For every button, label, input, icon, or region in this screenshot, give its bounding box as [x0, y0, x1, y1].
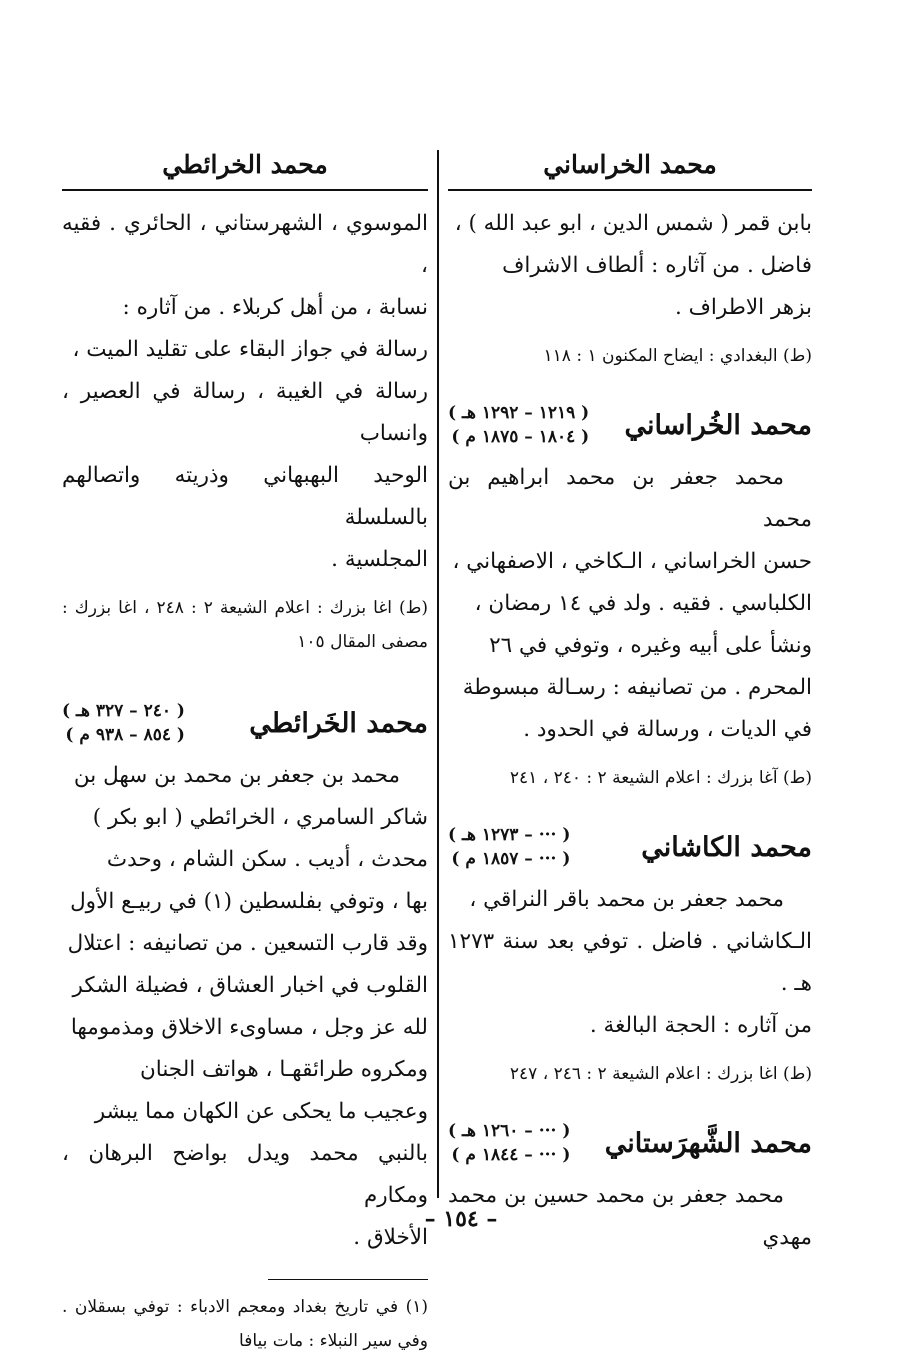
- entry-line: بها ، وتوفي بفلسطين (١) في ربيـع الأول: [70, 889, 428, 914]
- gregorian-dates: ( ··· – ١٨٤٤ م ): [451, 1145, 571, 1165]
- left-column: [62, 150, 428, 1358]
- entry-line: شاكر السامري ، الخرائطي ( ابو بكر ): [92, 805, 428, 830]
- page-number: – ١٥٤ –: [424, 1206, 498, 1232]
- footnote: (١) في تاريخ بغداد ومعجم الادباء : توفي بسقلان . وفي سير النبلاء : مات بيافا: [62, 1297, 428, 1351]
- hijri-dates: ( ··· – ١٢٧٣ هـ ): [448, 825, 571, 845]
- hijri-dates: ( ١٢١٩ – ١٢٩٢ هـ ): [448, 403, 590, 423]
- gregorian-dates: ( ··· – ١٨٥٧ م ): [451, 849, 571, 869]
- entry-line: وقد قارب التسعين . من تصانيفه : اعتلال: [67, 931, 428, 956]
- entry-line: لله عز وجل ، مساوىء الاخلاق ومذمومها: [70, 1015, 428, 1040]
- intro-line: فاضل . من آثاره : ألطاف الاشراف: [502, 253, 812, 278]
- left-column-header: محمد الخرائطي: [62, 150, 428, 191]
- right-column: [448, 150, 812, 1259]
- entry-line: محدث ، أديب . سكن الشام ، وحدث: [106, 847, 428, 872]
- entry-name: محمد الشَّهرَستاني: [604, 1127, 812, 1159]
- entry-line: محمد بن جعفر بن محمد بن سهل بن: [73, 763, 400, 788]
- intro-line: رسالة في الغيبة ، رسالة في العصير ، وانساب: [62, 379, 428, 446]
- entry-line: القلوب في اخبار العشاق ، فضيلة الشكر: [72, 973, 428, 998]
- intro-line: الوحيد البهبهاني وذريته واتصالهم بالسلسلة: [62, 463, 428, 530]
- entry-dates: [448, 823, 570, 871]
- gregorian-dates: ( ٨٥٤ – ٩٣٨ م ): [65, 725, 185, 745]
- entry-heading: [448, 401, 812, 449]
- source-citation: (ط) البغدادي : ايضاح المكنون ١ : ١١٨: [543, 346, 812, 366]
- entry-line: الـكاشاني . فاضل . توفي بعد سنة ١٢٧٣ هـ .: [448, 929, 812, 996]
- hijri-dates: ( ··· – ١٢٦٠ هـ ): [448, 1121, 571, 1141]
- entry-line: محمد جعفر بن محمد حسين بن محمد مهدي: [448, 1183, 812, 1250]
- entry-line: في الديات ، ورسالة في الحدود .: [523, 717, 812, 742]
- intro-line: نسابة ، من أهل كربلاء . من آثاره :: [122, 295, 428, 320]
- right-column-header: محمد الخراساني: [448, 150, 812, 191]
- entry-heading: [448, 823, 812, 871]
- entry-line: بالنبي محمد ويدل بواضح البرهان ، ومكارم: [62, 1141, 428, 1208]
- entry-line: وعجيب ما يحكى عن الكهان مما يبشر: [94, 1099, 428, 1124]
- entry-name: محمد الخَرائطي: [249, 707, 428, 739]
- entry-line: من آثاره : الحجة البالغة .: [589, 1013, 812, 1038]
- intro-line: رسالة في جواز البقاء على تقليد الميت ،: [72, 337, 428, 362]
- entry-line: محمد جعفر بن محمد ابراهيم بن محمد: [448, 465, 812, 532]
- footnote-rule: [268, 1279, 428, 1280]
- gregorian-dates: ( ١٨٠٤ – ١٨٧٥ م ): [451, 427, 590, 447]
- column-divider: [437, 150, 439, 1198]
- entry-name: محمد الكاشاني: [641, 831, 812, 863]
- entry-heading: [62, 699, 428, 747]
- intro-line: الموسوي ، الشهرستاني ، الحائري . فقيه ،: [62, 211, 428, 278]
- entry-line: حسن الخراساني ، الـكاخي ، الاصفهاني ،: [452, 549, 812, 574]
- entry-line: محمد جعفر بن محمد باقر النراقي ،: [469, 887, 784, 912]
- entry-line: الكلباسي . فقيه . ولد في ١٤ رمضان ،: [474, 591, 812, 616]
- entry-dates: [62, 699, 185, 747]
- entry-heading: [448, 1119, 812, 1167]
- intro-line: بزهر الاطراف .: [674, 295, 812, 320]
- entry-line: المحرم . من تصانيفه : رسـالة مبسوطة: [462, 675, 812, 700]
- source-citation: (ط) اغا بزرك : اعلام الشيعة ٢ : ٢٤٦ ، ٢٤٧: [509, 1064, 812, 1084]
- entry-line: ونشأ على أبيه وغيره ، وتوفي في ٢٦: [489, 633, 812, 658]
- entry-line: ومكروه طرائقهـا ، هواتف الجنان: [139, 1057, 428, 1082]
- entry-line: الأخلاق .: [353, 1225, 428, 1250]
- entry-dates: [448, 1119, 570, 1167]
- source-citation: (ط) اغا بزرك : اعلام الشيعة ٢ : ٢٤٨ ، اغا بزرك : مصفى المقال ١٠٥: [62, 598, 428, 652]
- entry-dates: [448, 401, 589, 449]
- hijri-dates: ( ٢٤٠ – ٣٢٧ هـ ): [62, 701, 185, 721]
- source-citation: (ط) آغا بزرك : اعلام الشيعة ٢ : ٢٤٠ ، ٢٤١: [509, 768, 812, 788]
- entry-name: محمد الخُراساني: [624, 409, 812, 441]
- intro-line: بابن قمر ( شمس الدين ، ابو عبد الله ) ،: [454, 211, 812, 236]
- intro-line: المجلسية .: [331, 547, 428, 572]
